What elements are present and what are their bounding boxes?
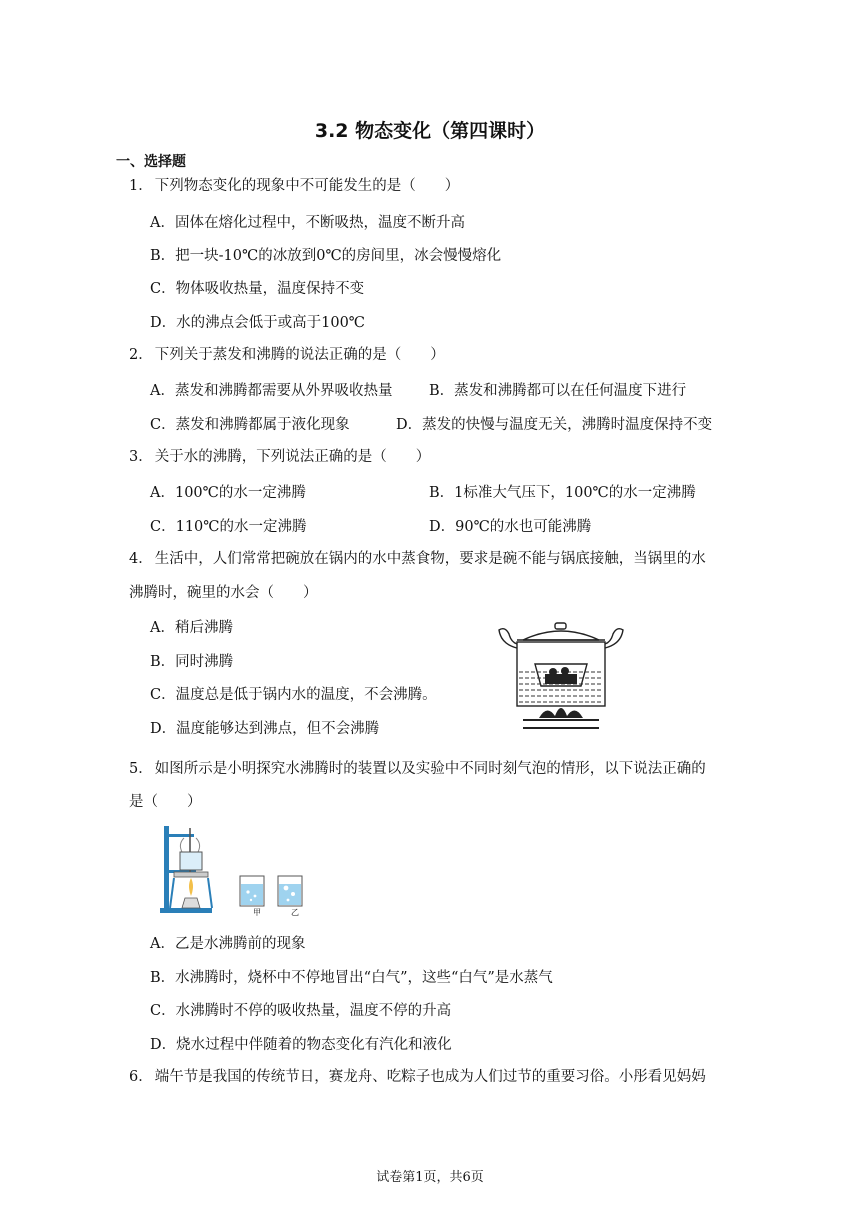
question-number: 6． [129, 1069, 153, 1085]
question-5 [129, 753, 706, 786]
q3-option-a: A．100℃的水一定沸腾 [150, 485, 306, 501]
question-4-line-2: 沸腾时，碗里的水会（ ） [129, 585, 318, 601]
question-5-line-2: 是（ ） [129, 794, 202, 810]
beaker-label-jia: 甲 [253, 908, 261, 917]
q5-option-b: B．水沸腾时，烧杯中不停地冒出“白气”，这些“白气”是水蒸气 [150, 970, 553, 986]
question-6 [129, 1061, 706, 1094]
section-heading: 一、选择题 [116, 154, 186, 170]
q5-option-d: D．烧水过程中伴随着的物态变化有汽化和液化 [150, 1037, 452, 1053]
question-number: 4． [129, 551, 153, 567]
q1-option-a: A．固体在熔化过程中，不断吸热，温度不断升高 [150, 215, 465, 231]
q1-option-b: B．把一块-10℃的冰放到0℃的房间里，冰会慢慢熔化 [150, 248, 502, 264]
q2-option-c: C．蒸发和沸腾都属于液化现象 [150, 417, 350, 433]
question-number: 2． [129, 347, 153, 363]
q3-option-d: D．90℃的水也可能沸腾 [429, 519, 592, 535]
q4-option-c: C．温度总是低于锅内水的温度，不会沸腾。 [150, 687, 437, 703]
question-number: 3． [129, 449, 153, 465]
page-footer: 试卷第1页，共6页 [376, 1170, 484, 1185]
q2-option-b: B．蒸发和沸腾都可以在任何温度下进行 [429, 383, 687, 399]
q2-option-a: A．蒸发和沸腾都需要从外界吸收热量 [150, 383, 393, 399]
question-stem: 下列关于蒸发和沸腾的说法正确的是（ ） [154, 347, 445, 363]
question-4 [129, 543, 706, 576]
question-stem: 端午节是我国的传统节日，赛龙舟、吃粽子也成为人们过节的重要习俗。小彤看见妈妈 [154, 1069, 706, 1085]
q3-option-b: B．1标准大气压下，100℃的水一定沸腾 [429, 485, 696, 501]
q5-option-c: C．水沸腾时不停的吸收热量，温度不停的升高 [150, 1003, 452, 1019]
question-2 [129, 339, 445, 372]
beaker-label-yi: 乙 [291, 908, 299, 917]
q4-option-b: B．同时沸腾 [150, 654, 234, 670]
q4-option-a: A．稍后沸腾 [150, 620, 233, 636]
steamer-pot-figure [495, 620, 627, 732]
question-3 [129, 441, 430, 474]
q2-option-d: D．蒸发的快慢与温度无关，沸腾时温度保持不变 [396, 417, 713, 433]
question-stem: 关于水的沸腾，下列说法正确的是（ ） [154, 449, 431, 465]
q1-option-c: C．物体吸收热量，温度保持不变 [150, 281, 365, 297]
question-number: 5． [129, 761, 153, 777]
question-stem: 下列物态变化的现象中不可能发生的是（ ） [154, 178, 460, 194]
page-title: 3.2 物态变化（第四课时） [314, 120, 546, 142]
q5-option-a: A．乙是水沸腾前的现象 [150, 936, 306, 952]
q4-option-d: D．温度能够达到沸点，但不会沸腾 [150, 721, 380, 737]
question-stem-line-1: 如图所示是小明探究水沸腾时的装置以及实验中不同时刻气泡的情形，以下说法正确的 [154, 761, 706, 777]
question-stem-line-1: 生活中，人们常常把碗放在锅内的水中蒸食物，要求是碗不能与锅底接触，当锅里的水 [154, 551, 706, 567]
q1-option-d: D．水的沸点会低于或高于100℃ [150, 315, 366, 331]
question-number: 1． [129, 178, 153, 194]
boiling-apparatus-figure [158, 822, 308, 918]
question-1 [129, 170, 459, 203]
q3-option-c: C．110℃的水一定沸腾 [150, 519, 307, 535]
